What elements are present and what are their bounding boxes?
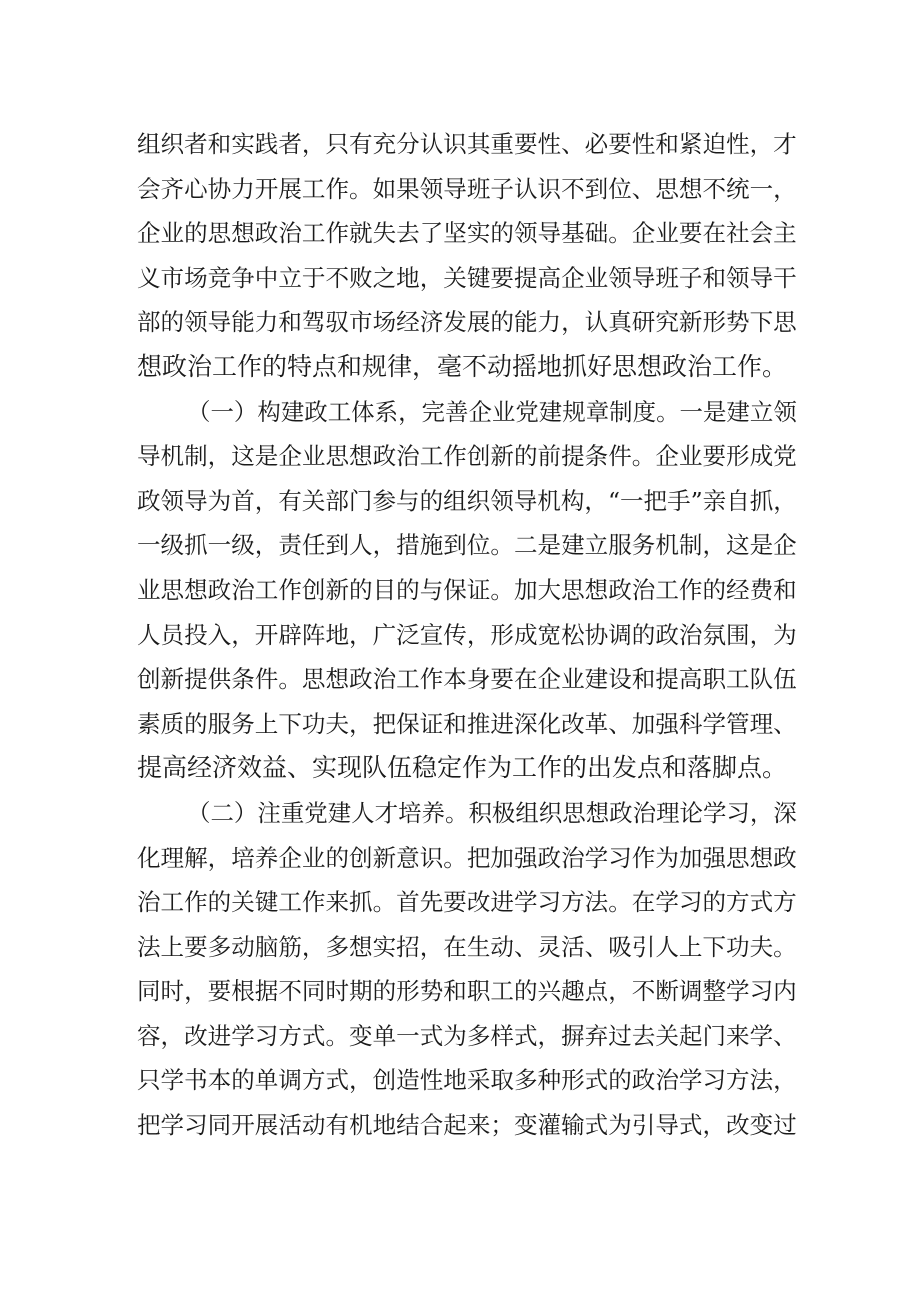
paragraph-first-line: （二）注重党建人才培养。积极组织思想政治理论学习，深 (187, 798, 797, 827)
text-line: 化理解，培养企业的创新意识。把加强政治学习作为加强思想政 (137, 843, 797, 872)
text-line: 部的领导能力和驾驭市场经济发展的能力，认真研究新形势下思 (137, 308, 797, 337)
text-line: 法上要多动脑筋，多想实招，在生动、灵活、吸引人上下功夫。 (137, 932, 797, 961)
text-line: 只学书本的单调方式，创造性地采取多种形式的政治学习方法， (137, 1066, 797, 1095)
text-line: 企业的思想政治工作就失去了坚实的领导基础。企业要在社会主 (137, 219, 797, 248)
text-line: 创新提供条件。思想政治工作本身要在企业建设和提高职工队伍 (137, 665, 797, 694)
text-line: 组织者和实践者，只有充分认识其重要性、必要性和紧迫性，才 (137, 130, 797, 158)
text-line: 政领导为首，有关部门参与的组织领导机构，“一把手”亲自抓， (137, 486, 797, 515)
text-line: 想政治工作的特点和规律，毫不动摇地抓好思想政治工作。 (137, 351, 788, 381)
text-line: 容，改进学习方式。变单一式为多样式，摒弃过去关起门来学、 (137, 1021, 797, 1050)
text-line: 同时，要根据不同时期的形势和职工的兴趣点，不断调整学习内 (137, 977, 797, 1006)
text-line: 把学习同开展活动有机地结合起来；变灌输式为引导式，改变过 (137, 1111, 797, 1140)
text-line: 提高经济效益、实现队伍稳定作为工作的出发点和落脚点。 (137, 753, 788, 783)
text-line: 治工作的关键工作来抓。首先要改进学习方法。在学习的方式方 (137, 888, 797, 917)
text-line: 业思想政治工作创新的目的与保证。加大思想政治工作的经费和 (137, 575, 797, 604)
text-line: 素质的服务上下功夫，把保证和推进深化改革、加强科学管理、 (137, 709, 797, 738)
text-line: 义市场竞争中立于不败之地，关键要提高企业领导班子和领导干 (137, 263, 797, 292)
text-line: 会齐心协力开展工作。如果领导班子认识不到位、思想不统一， (137, 174, 797, 203)
paragraph-first-line: （一）构建政工体系，完善企业党建规章制度。一是建立领 (187, 397, 797, 426)
text-line: 人员投入，开辟阵地，广泛宣传，形成宽松协调的政治氛围，为 (137, 620, 797, 649)
text-line: 一级抓一级，责任到人，措施到位。二是建立服务机制，这是企 (137, 531, 797, 560)
body-text (137, 122, 797, 1148)
text-line: 导机制，这是企业思想政治工作创新的前提条件。企业要形成党 (137, 442, 797, 471)
